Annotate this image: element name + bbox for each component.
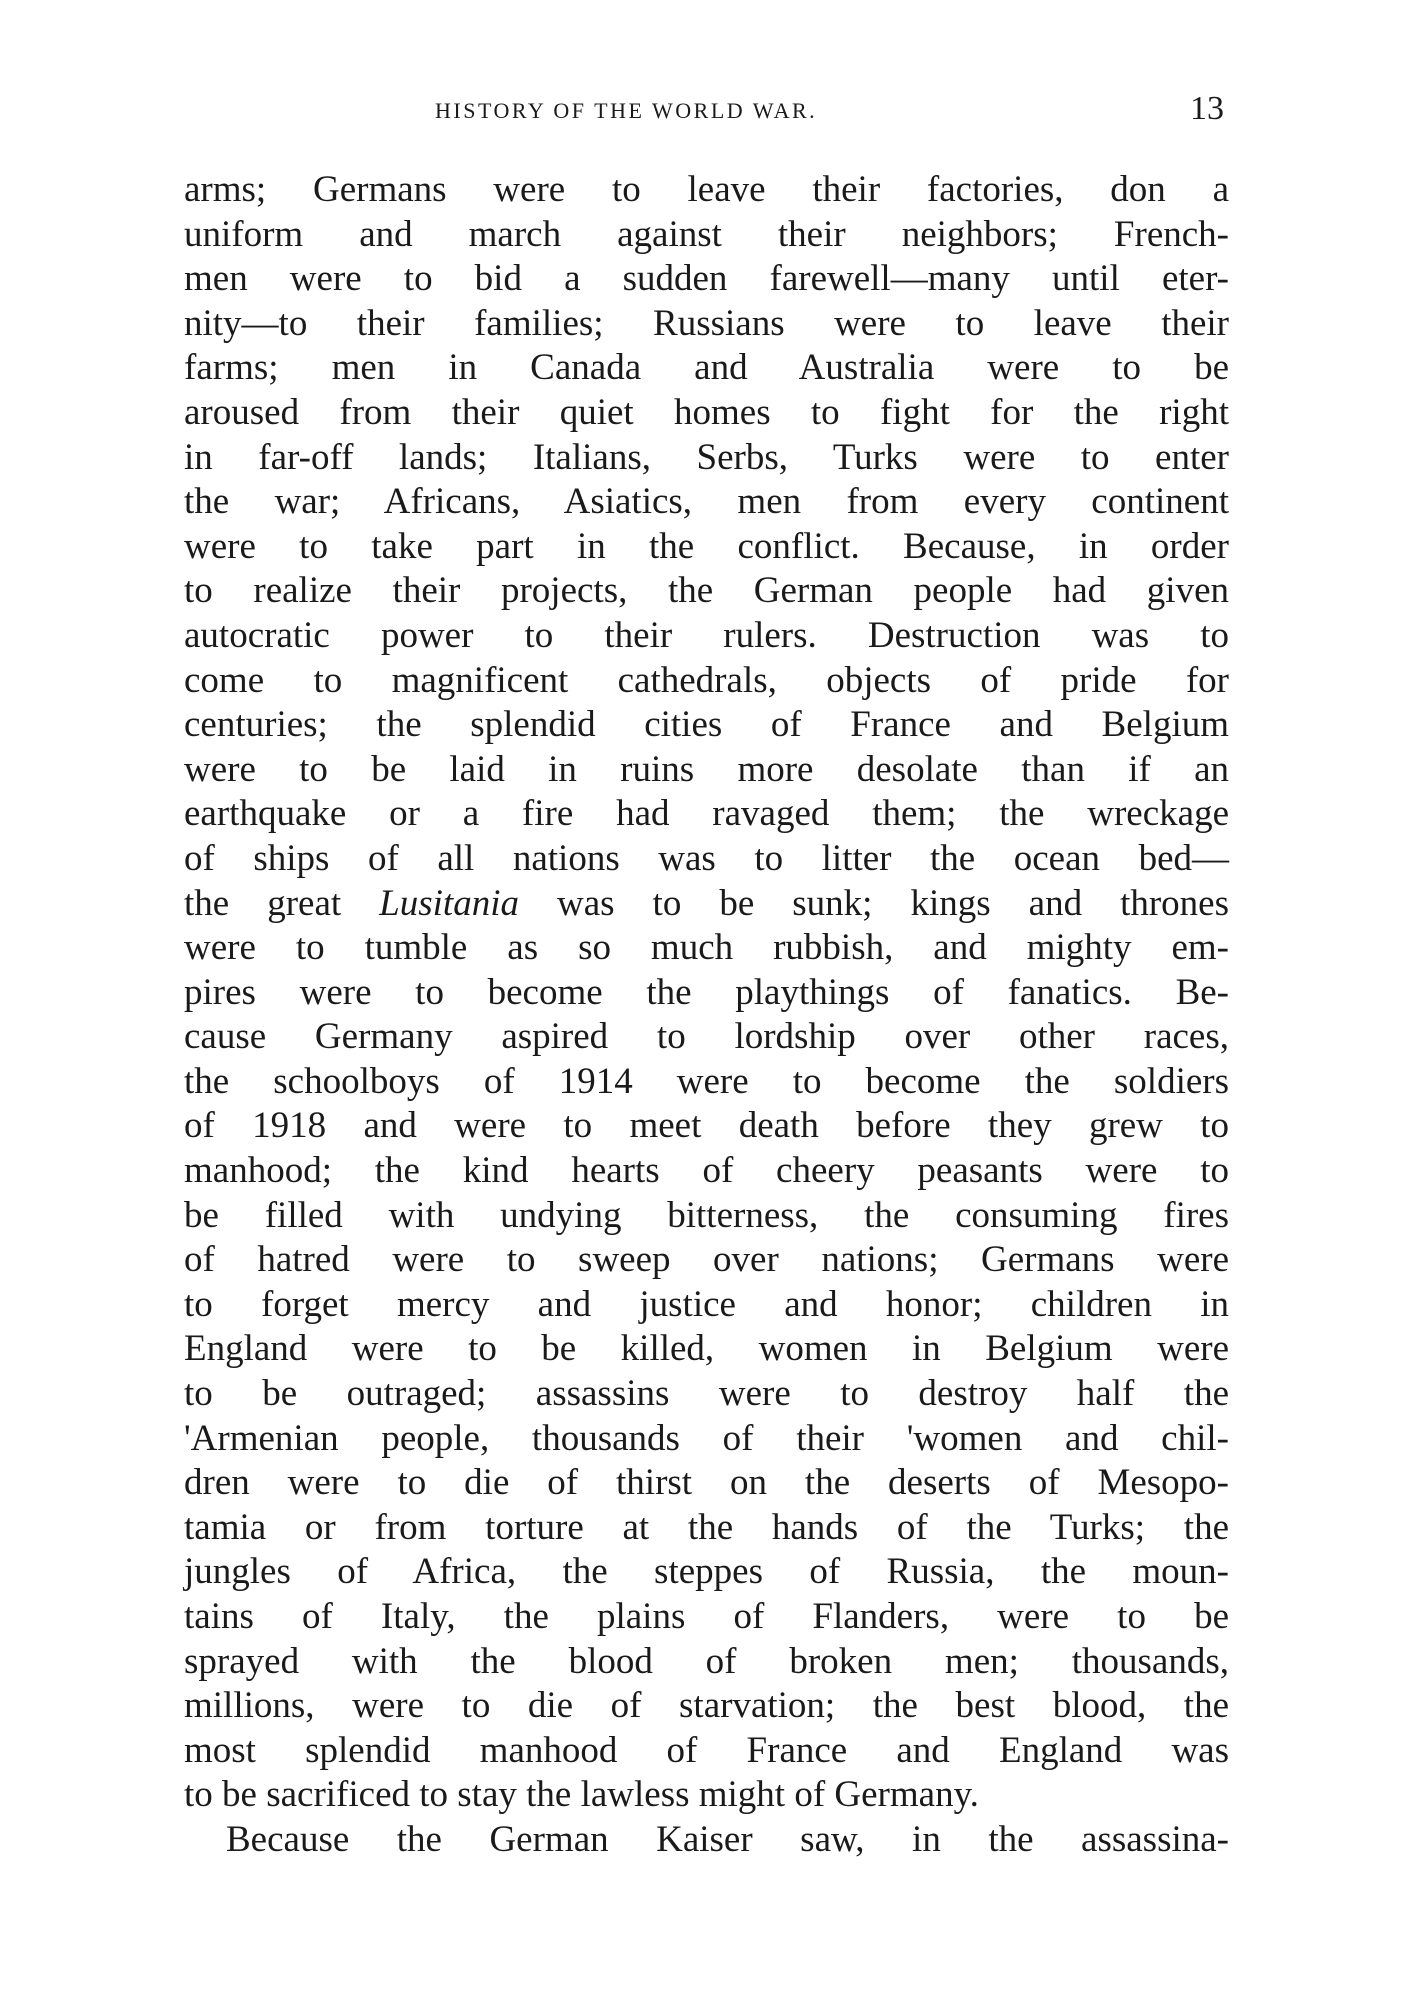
text-line: centuries; the splendid cities of France and Belgium bbox=[184, 704, 1229, 746]
text-line: were to be laid in ruins more desolate than if an bbox=[184, 748, 1229, 790]
text-line: England were to be killed, women in Belgium were bbox=[184, 1328, 1229, 1370]
text-line: nity—to their families; Russians were to leave their bbox=[184, 302, 1229, 344]
text-line: pires were to become the playthings of fanatics. Be- bbox=[184, 971, 1229, 1013]
text-line-paragraph-end: to be sacrificed to stay the lawless might of Germany. bbox=[184, 1774, 979, 1816]
text-line: of ships of all nations was to litter the ocean bed— bbox=[184, 837, 1229, 879]
text-line: dren were to die of thirst on the deserts of Mesopo- bbox=[184, 1462, 1229, 1504]
text-line: tains of Italy, the plains of Flanders, were to be bbox=[184, 1596, 1229, 1637]
text-line: in far-off lands; Italians, Serbs, Turks were to enter bbox=[184, 436, 1229, 478]
text-line: 'Armenian people, thousands of their 'women and chil- bbox=[184, 1417, 1229, 1459]
text-line: be filled with undying bitterness, the consuming fires bbox=[184, 1194, 1229, 1236]
text-line: were to take part in the conflict. Because, in order bbox=[184, 525, 1229, 567]
text-line: cause Germany aspired to lordship over other races, bbox=[184, 1016, 1229, 1058]
text-line-paragraph-start: Because the German Kaiser saw, in the assassina- bbox=[226, 1818, 1229, 1860]
text-line: to be outraged; assassins were to destroy half the bbox=[184, 1373, 1229, 1415]
text-line: aroused from their quiet homes to fight for the right bbox=[184, 391, 1229, 433]
body-text bbox=[184, 168, 1229, 1863]
text-line: millions, were to die of starvation; the best blood, the bbox=[184, 1685, 1229, 1727]
text-line: most splendid manhood of France and England was bbox=[184, 1729, 1229, 1771]
line-text-before: the great bbox=[184, 882, 380, 924]
ship-name-italic: Lusitania bbox=[379, 882, 519, 924]
text-line: autocratic power to their rulers. Destruction was to bbox=[184, 614, 1229, 656]
page-number: 13 bbox=[1190, 90, 1224, 127]
text-line: the war; Africans, Asiatics, men from every continent bbox=[184, 481, 1229, 523]
text-line: of 1918 and were to meet death before they grew to bbox=[184, 1105, 1229, 1147]
text-line: come to magnificent cathedrals, objects of pride for bbox=[184, 659, 1229, 701]
text-line: men were to bid a sudden farewell—many until eter- bbox=[184, 258, 1229, 300]
text-line: earthquake or a fire had ravaged them; the wreckage bbox=[184, 793, 1229, 835]
text-line: tamia or from torture at the hands of the Turks; the bbox=[184, 1506, 1229, 1548]
text-line: the schoolboys of 1914 were to become the soldiers bbox=[184, 1060, 1229, 1102]
text-line: jungles of Africa, the steppes of Russia, the moun- bbox=[184, 1551, 1229, 1593]
line-text-after: was to be sunk; kings and thrones bbox=[519, 882, 1229, 924]
running-title: HISTORY OF THE WORLD WAR. bbox=[435, 98, 818, 123]
text-line: uniform and march against their neighbors; French- bbox=[184, 213, 1229, 255]
text-line: manhood; the kind hearts of cheery peasants were to bbox=[184, 1150, 1229, 1192]
text-line: of hatred were to sweep over nations; Germans were bbox=[184, 1239, 1229, 1281]
text-line: were to tumble as so much rubbish, and mighty em- bbox=[184, 927, 1229, 969]
text-line: to realize their projects, the German people had given bbox=[184, 570, 1229, 612]
text-line: farms; men in Canada and Australia were to be bbox=[184, 347, 1229, 389]
text-line: arms; Germans were to leave their factories, don a bbox=[184, 169, 1229, 210]
text-line: to forget mercy and justice and honor; children in bbox=[184, 1283, 1229, 1325]
text-line: sprayed with the blood of broken men; thousands, bbox=[184, 1640, 1229, 1682]
text-line-lusitania bbox=[184, 882, 1229, 927]
